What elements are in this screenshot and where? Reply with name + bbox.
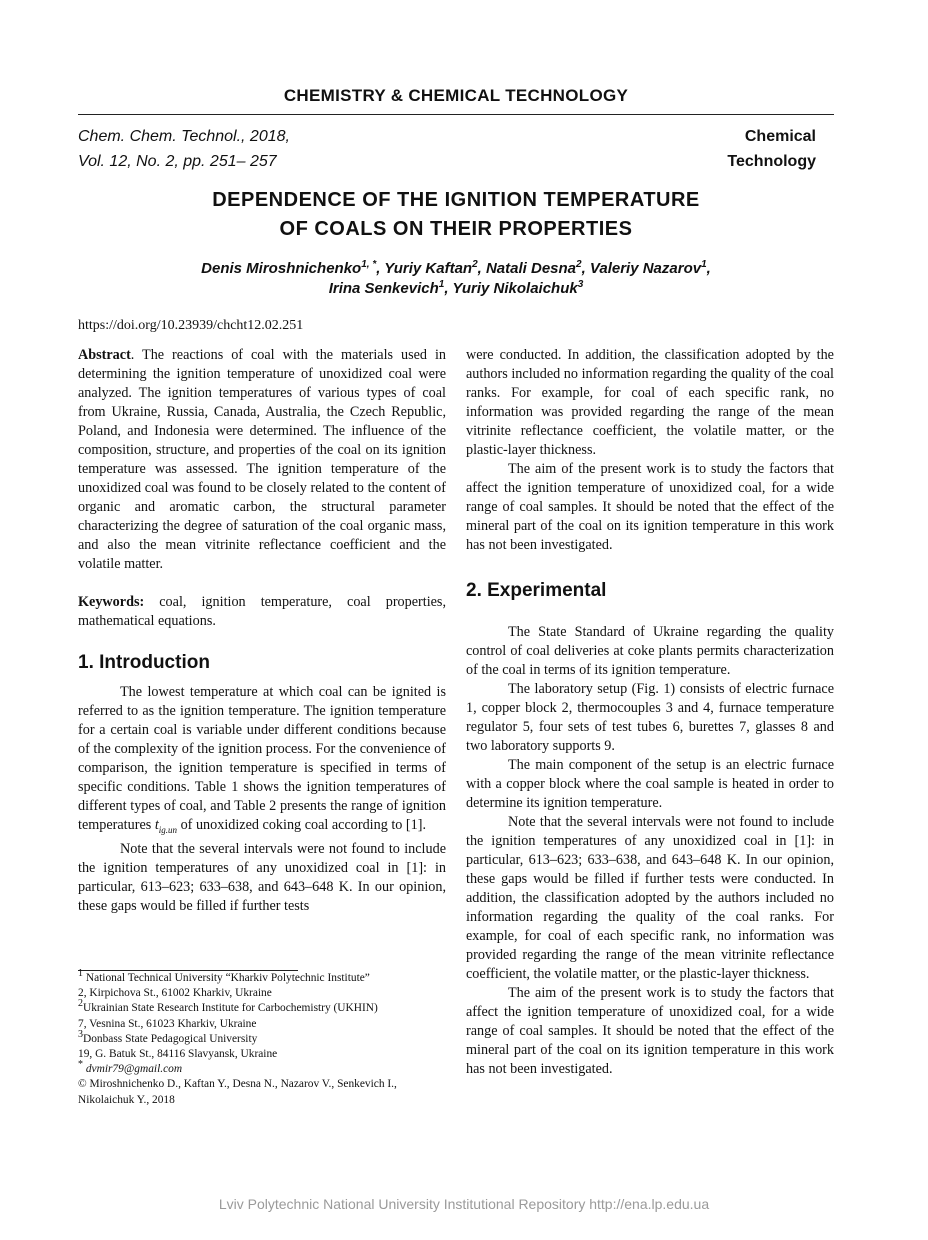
author-affiliation-mark: 1 (438, 279, 445, 290)
aim-paragraph: The aim of the present work is to study the factors that affect the ignition temperature of unoxidized coal, for a wide range of coal samples. It should be noted that the effect of the mineral part of the coal on its ignition temperature in this work has not been investigated. (466, 461, 834, 553)
journal-name-line-1: Chemical (744, 128, 816, 145)
author-name: , Valeriy Nazarov (581, 260, 702, 277)
footnote-2 (78, 998, 446, 1016)
experimental-heading: 2. Experimental (466, 580, 607, 601)
citation-block (78, 124, 290, 174)
footnote-affiliation: Donbass State Pedagogical University (83, 1032, 258, 1045)
ignition-temperature-symbol: t (154, 817, 159, 833)
introduction-heading: 1. Introduction (78, 652, 210, 673)
author-name: Irina Senkevich (328, 280, 439, 297)
keywords-text: coal, ignition temperature, coal properties, mathematical equations. (78, 594, 446, 629)
abstract (78, 346, 446, 574)
keywords (78, 593, 446, 631)
footnotes (78, 968, 446, 1108)
corresponding-email (78, 1059, 446, 1077)
left-column (78, 346, 446, 916)
journal-banner: CHEMISTRY & CHEMICAL TECHNOLOGY (283, 86, 629, 105)
experimental-paragraph-3: The main component of the setup is an electric furnace with a copper block where the coal sample is heated in order to determine its ignition temperature. (466, 757, 834, 811)
citation-line-1: Chem. Chem. Technol., 2018, (78, 128, 290, 145)
journal-name-line-2: Technology (727, 153, 816, 170)
symbol-subscript: ig.un (158, 824, 178, 835)
title-line-2: OF COALS ON THEIR PROPERTIES (279, 218, 633, 240)
introduction-paragraph-2: Note that the several intervals were not found to include the ignition temperatures of any unoxidized coal in [1]: in particular, 613–623; 633–638, and 643–648 K. In our opinion, these gaps would be filled if further tests (78, 840, 446, 914)
keywords-label: Keywords: (78, 594, 145, 610)
author-list (78, 259, 834, 299)
experimental-paragraph-4: Note that the several intervals were not found to include the ignition temperatures of any unoxidized coal in [1]: in particular, 613–623; 633–638, and 643–648 K. In our opinion, these gaps would be filled if further tests were conducted. In addition, the classification adopted by the authors included no information regarding the quality of the coal ranks. For example, for coal of each specific rank, no information was provided regarding the range of the mean vitrinite reflectance coefficient, the volatile matter, or the plastic-layer thickness. (466, 814, 834, 982)
author-affiliation-mark: 1, * (361, 259, 377, 270)
paragraph-text: of unoxidized coking coal according to [1]. (177, 817, 427, 833)
copyright-notice: © Miroshnichenko D., Kaftan Y., Desna N., Nazarov V., Senkevich I., Nikolaichuk Y., 2018 (78, 1078, 397, 1106)
doi-link[interactable]: https://doi.org/10.23939/chcht12.02.251 (78, 318, 304, 333)
banner-divider (78, 114, 834, 115)
footnote-mark: * (78, 1059, 83, 1071)
repository-footer: Lviv Polytechnic National University Institutional Repository http://ena.lp.edu.ua (218, 1196, 710, 1212)
author-name: , Yuriy Nikolaichuk (444, 280, 578, 297)
author-affiliation-mark: 1 (701, 259, 707, 270)
author-line-2 (78, 279, 834, 299)
author-name: , Natali Desna (477, 260, 577, 277)
footnote-3 (78, 1029, 446, 1047)
author-line-1 (78, 259, 834, 279)
author-affiliation-mark: 2 (576, 259, 582, 270)
footnote-affiliation: National Technical University “Kharkiv Polytechnic Institute” (83, 972, 370, 984)
author-affiliation-mark: 2 (472, 259, 478, 270)
abstract-text: . The reactions of coal with the materials used in determining the ignition temperature of unoxidized coal were analyzed. The ignition temperatures of various types of coal from Ukraine, Russia, Canada, Australia, the Czech Republic, Poland, and Indonesia were determined. The influence of the composition, structure, and properties of the coal on its ignition temperature was assessed. The ignition temperature of the unoxidized coal was found to be closely related to the content of organic and aromatic carbon, the structural parameter characterizing the degree of saturation of the coal organic mass, and also the mean vitrinite reflectance coefficient and the volatile matter. (78, 347, 446, 572)
footnote-1-address: 2, Kirpichova St., 61002 Kharkiv, Ukraine (78, 987, 272, 1000)
footnote-mark: 3 (78, 1029, 83, 1041)
paper-title (78, 186, 834, 244)
right-column (466, 346, 834, 1079)
footnote-mark: 2 (78, 998, 83, 1010)
footnote-1 (78, 968, 446, 986)
introduction-paragraph-1 (78, 683, 446, 840)
continued-paragraph: were conducted. In addition, the classification adopted by the authors included no information regarding the quality of the coal ranks. For example, for coal of each specific rank, no information was provided regarding the range of the mean vitrinite reflectance coefficient, the volatile matter, or the plastic-layer thickness. (466, 347, 834, 458)
email-text[interactable]: dvmir79@gmail.com (83, 1063, 183, 1076)
title-line-1: DEPENDENCE OF THE IGNITION TEMPERATURE (212, 189, 700, 211)
author-separator: , (706, 260, 711, 277)
footnote-3-address: 19, G. Batuk St., 84116 Slavyansk, Ukraine (78, 1048, 278, 1061)
citation-line-2: Vol. 12, No. 2, pp. 251– 257 (78, 153, 277, 170)
experimental-paragraph-5: The aim of the present work is to study the factors that affect the ignition temperature of unoxidized coal, for a wide range of coal samples. It should be noted that the effect of the mineral part of the coal on its ignition temperature in this work has not been investigated. (466, 985, 834, 1077)
journal-name-block (690, 124, 816, 174)
experimental-paragraph-2: The laboratory setup (Fig. 1) consists of electric furnace 1, copper block 2, thermocouples 3 and 4, furnace temperature regulator 5, four sets of test tubes 6, burettes 7, glasses 8 and two laboratory supports 9. (466, 681, 834, 754)
paragraph-text: The lowest temperature at which coal can be ignited is referred to as the ignition temperature. The ignition temperature for a certain coal is variable under different conditions because of the complexity of the ignition process. For the convenience of comparison, the ignition temperature is specified in terms of specific conditions. Table 1 shows the ignition temperatures of different types of coal, and Table 2 presents the range of ignition temperatures (78, 684, 446, 833)
footnote-affiliation: Ukrainian State Research Institute for Carbochemistry (UKHIN) (83, 1002, 378, 1015)
author-affiliation-mark: 3 (577, 279, 584, 290)
author-name: Denis Miroshnichenko (201, 260, 362, 277)
author-name: , Yuriy Kaftan (376, 260, 473, 277)
abstract-label: Abstract (78, 347, 131, 363)
footnote-2-address: 7, Vesnina St., 61023 Kharkiv, Ukraine (78, 1017, 257, 1030)
experimental-paragraph-1: The State Standard of Ukraine regarding the quality control of coal deliveries at coke plants permits characterization of the coal in terms of its ignition temperature. (466, 624, 834, 678)
footnote-mark: 1 (78, 968, 83, 980)
